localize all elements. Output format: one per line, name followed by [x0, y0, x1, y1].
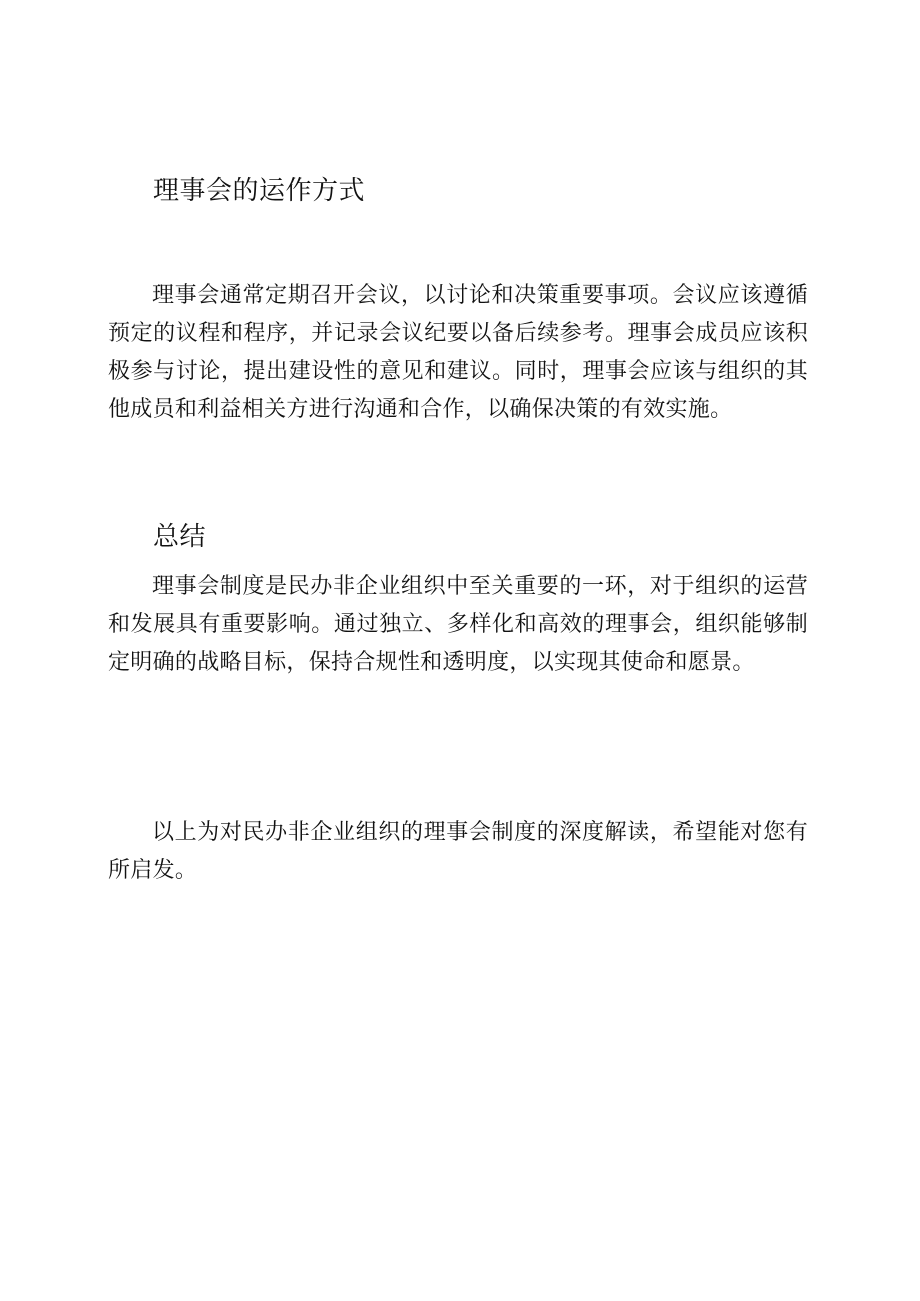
section-heading-summary: 总结 — [153, 522, 207, 552]
closing-paragraph: 以上为对民办非企业组织的理事会制度的深度解读，希望能对您有所启发。 — [108, 820, 808, 883]
section-paragraph-operation: 理事会通常定期召开会议，以讨论和决策重要事项。会议应该遵循预定的议程和程序，并记录会议纪要以备后续参考。理事会成员应该积极参与讨论，提出建设性的意见和建议。同时，理事会应该与组织的其他成员和利益相关方进行沟通和合作，以确保决策的有效实施。 — [108, 283, 808, 422]
section-paragraph-summary: 理事会制度是民办非企业组织中至关重要的一环，对于组织的运营和发展具有重要影响。通过独立、多样化和高效的理事会，组织能够制定明确的战略目标，保持合规性和透明度，以实现其使命和愿景。 — [108, 574, 808, 675]
section-heading-operation: 理事会的运作方式 — [153, 176, 366, 206]
